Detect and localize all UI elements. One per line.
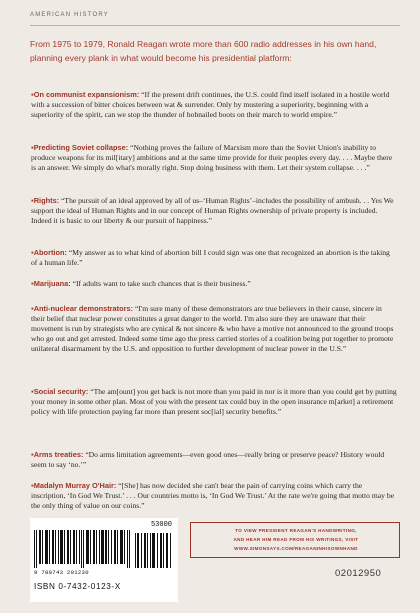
quote-text: “I'm sure many of these demonstrators are true believers in their cause, sincere in their belief that nuclear power constitutes a great danger to the world. I'm also sure they are unaware that their movement is run by strategists who are cynical & not sincere & who have a motive not announced to the ground troops who go out and get arrested. Indeed some time ago the press carried stories of a coalition being put together to promote unilateral disarmament by the U.S. and opposition to further development of nuclear power in the U.S.” <box>31 304 394 354</box>
bullet-icon: ▪ <box>31 279 34 288</box>
quote-entry <box>31 248 397 268</box>
bullet-icon: ▪ <box>31 450 34 459</box>
header-divider <box>30 25 400 26</box>
isbn-barcode-block <box>30 518 178 602</box>
quote-text: “[She] has now decided she can't bear the pain of carrying coins which carry the inscription, ‘In God We Trust.’ . . . Our countries motto is, ‘In God We Trust.’ At the rate we're going that motto may be the only thing of value on our coins.” <box>31 481 394 511</box>
catalog-number: 02012950 <box>335 568 382 579</box>
quote-topic: Anti-nuclear demonstrators: <box>33 304 134 313</box>
quote-text: “The am[ount] you get back is not more than you paid in nor is it more than you could get by putting your money in some other plan. Most of you with the present tax could buy in the open insurance m[arket] a retirement policy with life protection paying far more than present soc[ial] security benefits.” <box>31 387 397 417</box>
barcode-bars <box>34 530 132 568</box>
bullet-icon: ▪ <box>31 196 34 205</box>
bullet-icon: ▪ <box>31 387 34 396</box>
quote-text: “My answer as to what kind of abortion bill I could sign was one that recognized an abortion is the taking of a human life.” <box>31 248 390 268</box>
category-label: AMERICAN HISTORY <box>30 12 109 18</box>
quote-topic: Abortion: <box>33 248 67 257</box>
bullet-icon: ▪ <box>31 248 34 257</box>
quote-topic: Arms treaties: <box>33 450 84 459</box>
quote-text: “Do arms limitation agreements—even good ones—really bring or preserve peace? History would seem to say ‘no.’” <box>31 450 385 470</box>
promo-line: TO VIEW PRESIDENT REAGAN'S HANDWRITING, <box>235 528 357 533</box>
price-addon-bars <box>135 530 173 568</box>
barcode-digits: 9 780743 201230 <box>34 569 89 576</box>
isbn-number: ISBN 0-7432-0123-X <box>34 582 121 591</box>
quote-entry <box>31 90 397 120</box>
quote-topic: Rights: <box>33 196 60 205</box>
promo-url[interactable]: WWW.SIMONSAYS.COM/REAGANINHISOWNHAND <box>234 546 358 551</box>
quote-topic: Predicting Soviet collapse: <box>33 143 129 152</box>
promo-line: AND HEAR HIM READ FROM HIS WRITINGS, VISIT <box>233 537 359 542</box>
quote-topic: Marijuana: <box>33 279 71 288</box>
quote-topic: Social security: <box>33 387 89 396</box>
bullet-icon: ▪ <box>31 304 34 313</box>
website-promo-box <box>190 522 400 558</box>
quote-text: “If adults want to take such chances that is their business.” <box>72 279 251 288</box>
quote-entry <box>31 143 397 173</box>
quote-text: “The pursuit of an ideal approved by all of us–‘Human Rights’–includes the possibility of ambush. . . Yes We support the ideal of Human Rights and in our concept of Human Rights ownership of private property is included. Indeed it is basic to our liberty & our pursuit of happiness.” <box>31 196 394 226</box>
intro-text: From 1975 to 1979, Ronald Reagan wrote more than 600 radio addresses in his own hand, planning every plank in what would become his presidential platform: <box>30 39 377 64</box>
bullet-icon: ▪ <box>31 90 34 99</box>
quote-topic: On communist expansionism: <box>33 90 140 99</box>
quote-entry <box>31 196 397 226</box>
quote-entry <box>31 481 397 511</box>
quote-text: “If the present drift continues, the U.S. could find itself isolated in a hostile world with a succession of bitter choices between wat & surrender. Only by mustering a superiority, beginning with a superiority of the spirit, can we stop the thunder of hobnailed boots on their march to world empire.” <box>31 90 390 120</box>
quote-text: “Nothing proves the failure of Marxism more than the Soviet Union's inability to produce weapons for its mil[itary] ambitions and at the same time provide for their peoples every day. . . . Maybe there is an answer. We simply do what's morally right. Stop doing business with them. Let their system collapse. . . .” <box>31 143 393 173</box>
price-code: 53000 <box>150 521 172 529</box>
quote-entry <box>31 279 397 289</box>
quote-entry <box>31 304 397 354</box>
bullet-icon: ▪ <box>31 143 34 152</box>
quote-entry <box>31 387 397 417</box>
quote-entry <box>31 450 397 470</box>
quote-topic: Madalyn Murray O'Hair: <box>33 481 117 490</box>
bullet-icon: ▪ <box>31 481 34 490</box>
